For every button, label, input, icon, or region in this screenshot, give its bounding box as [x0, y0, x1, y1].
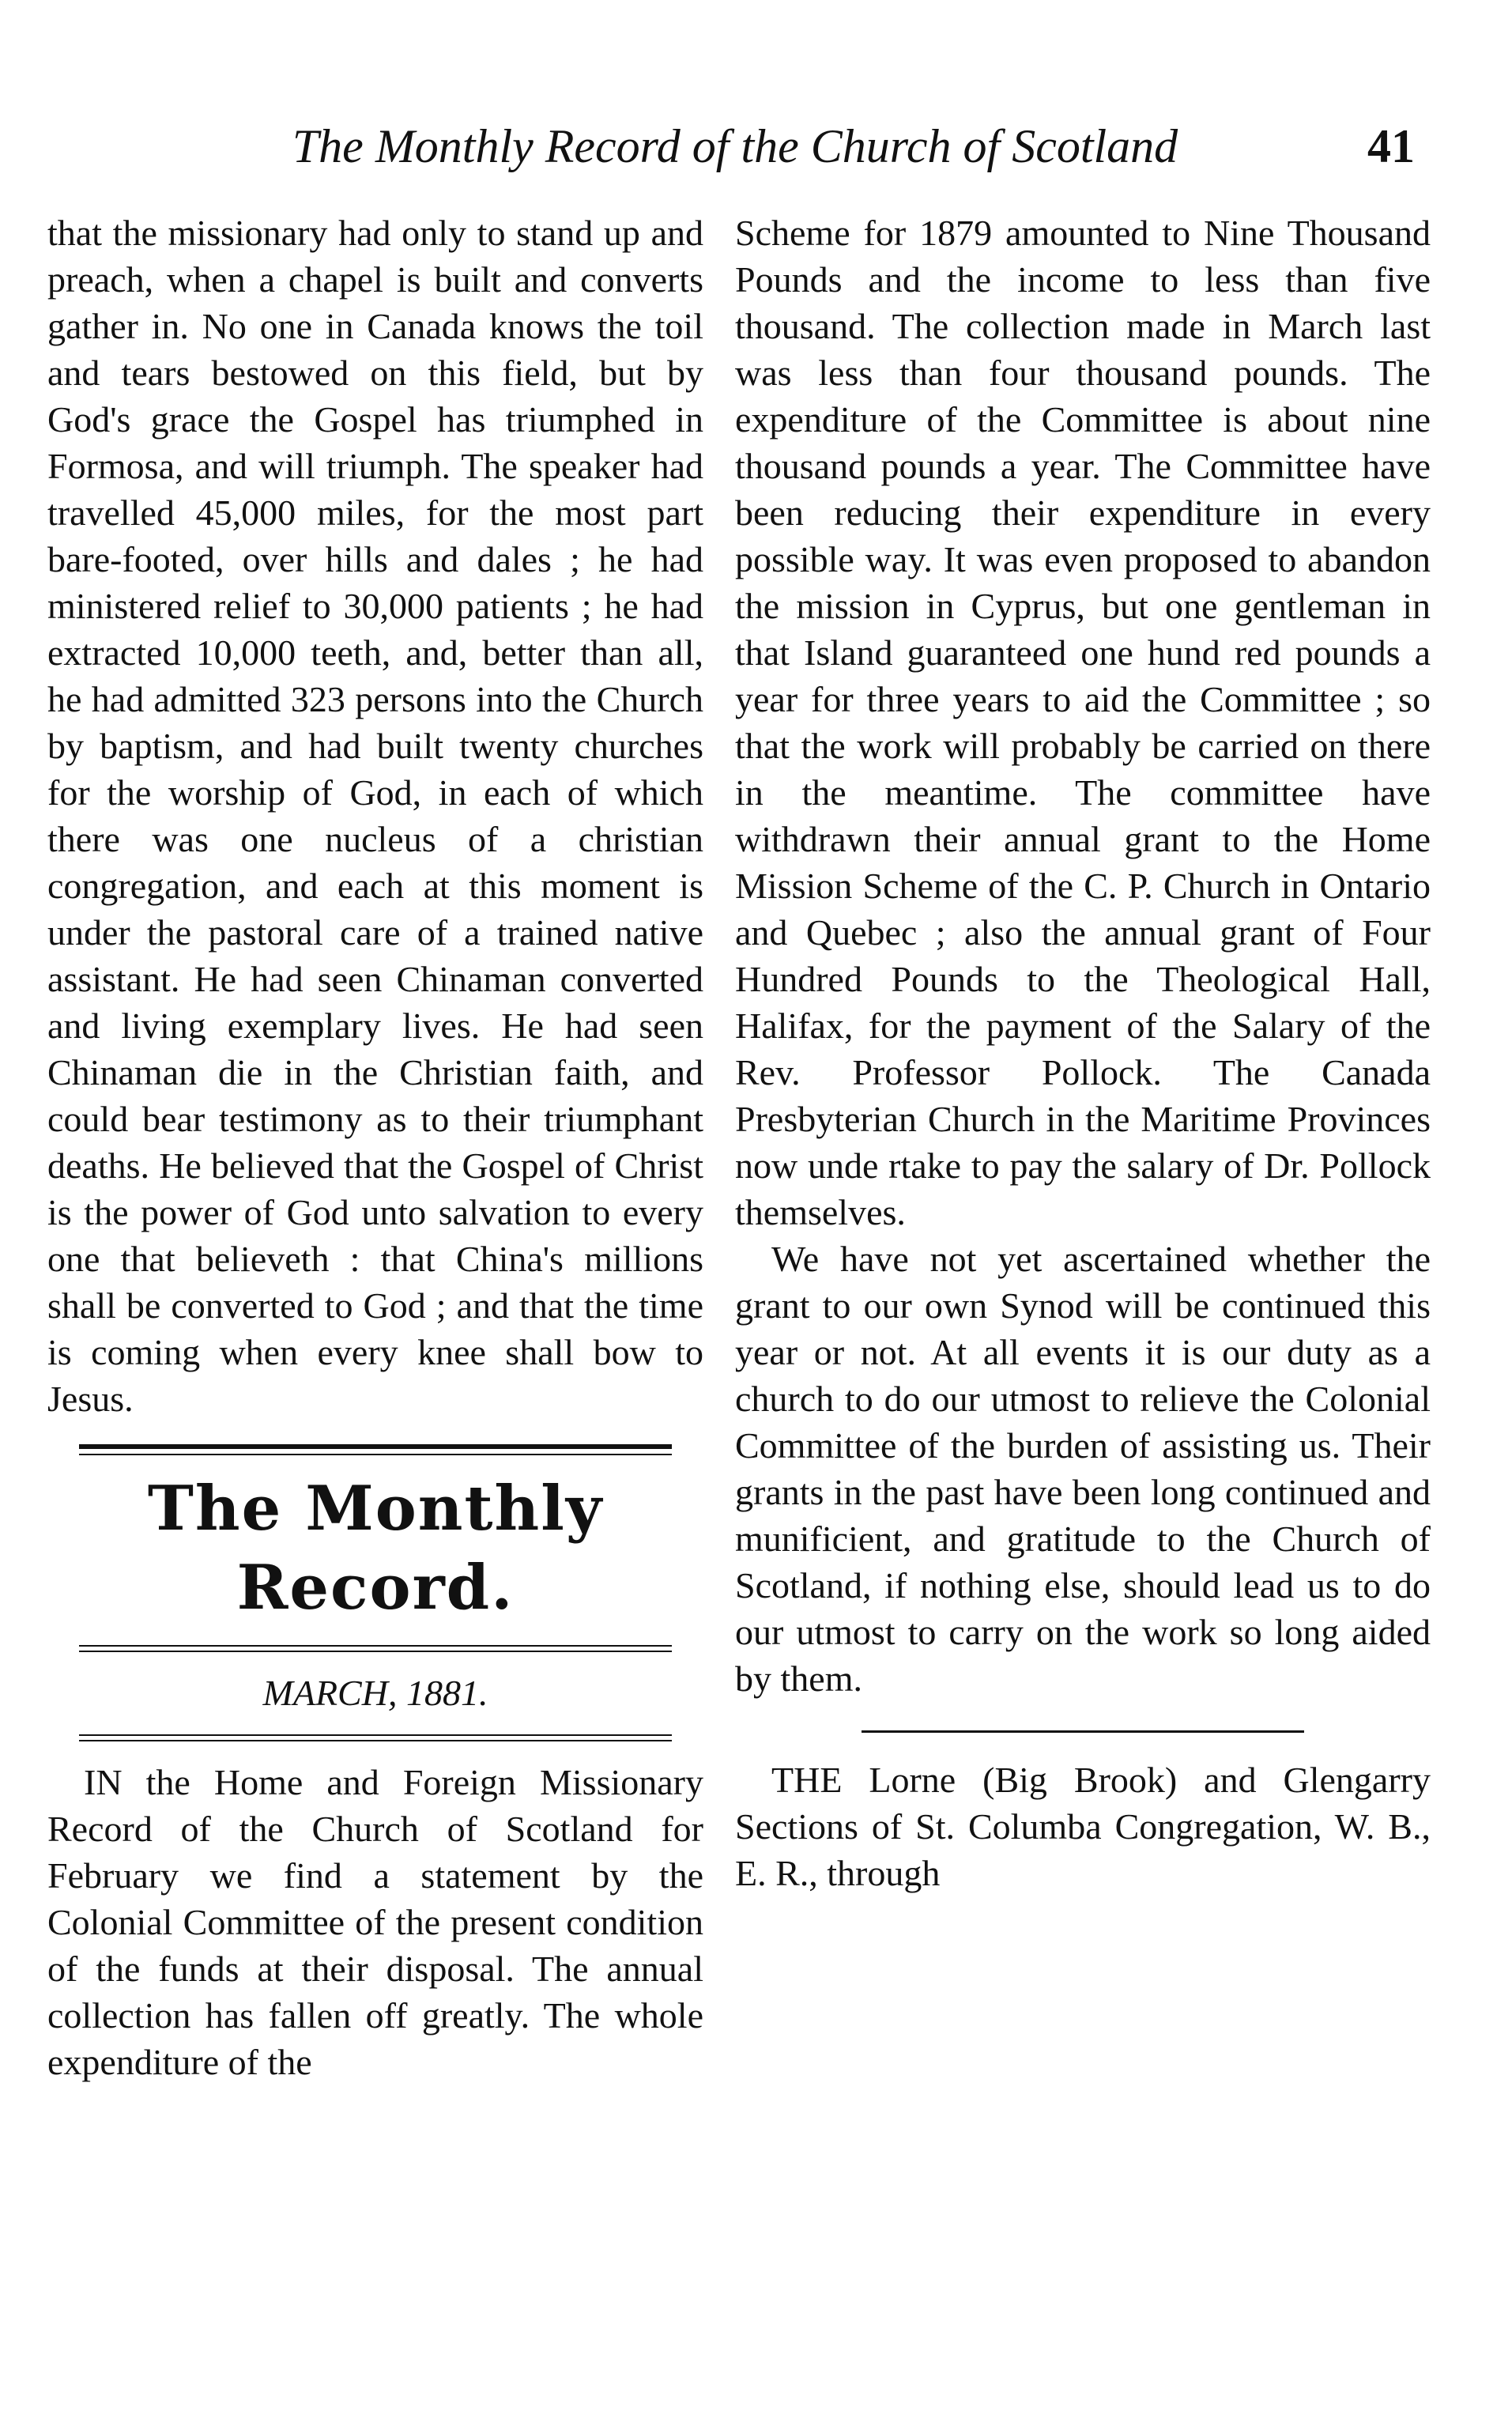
right-column [735, 209, 1431, 1896]
continued-paragraph: that the missionary had only to stand up and preach, when a chapel is built and converts gather in. No one in Canada knows the toil and tears bestowed on this field, but by God's grace the Gospel has triumphed in Formosa, and will triumph. The speaker had travelled 45,000 miles, for the most part bare-footed, over hills and dales ; he had ministered relief to 30,000 patients ; he had extracted 10,000 teeth, and, better than all, he had admitted 323 persons into the Church by baptism, and had built twenty churches for the worship of God, in each of which there was one nucleus of a christian congregation, and each at this moment is under the pastoral care of a trained native assistant. He had seen Chinaman converted and living exemplary lives. He had seen Chinaman die in the Christian faith, and could bear testimony as to their triumphant deaths. He believed that the Gospel of Christ is the power of God unto salvation to every one that believeth : that China's millions shall be converted to God ; and that the time is coming when every knee shall bow to Jesus. [47, 213, 703, 1419]
article-opening-paragraph: IN the Home and Foreign Missionary Record of the Church of Scotland for February we find a statement by the Colonial Committee of the present condition of the funds at their disposal. The annual collection has fallen off greatly. The whole expenditure of the [47, 1762, 703, 2082]
page-header [47, 119, 1462, 182]
double-rule-middle [79, 1645, 672, 1652]
article-paragraph-1: Scheme for 1879 amounted to Nine Thousand Pounds and the income to less than five thousand. The collection made in March last was less than four thousand pounds. The expenditure of the Committee is about nine thousand pounds a year. The Committee have been reducing their expenditure in every possible way. It was even proposed to abandon the mission in Cyprus, but one gentleman in that Island guaranteed one hund red pounds a year for three years to aid the Committee ; so that the work will probably be carried on there in the meantime. The committee have withdrawn their annual grant to the Home Mission Scheme of the C. P. Church in Ontario and Quebec ; also the annual grant of Four Hundred Pounds to the Theological Hall, Halifax, for the payment of the Salary of the Rev. Professor Pollock. The Canada Presbyterian Church in the Maritime Provinces now unde rtake to pay the salary of Dr. Pollock themselves. [735, 213, 1431, 1232]
masthead-title: The Monthly Record. [147, 1473, 604, 1624]
left-column [47, 209, 703, 2085]
double-rule-top [79, 1444, 672, 1455]
double-rule-bottom [79, 1734, 672, 1741]
dateline: MARCH, 1881. [262, 1673, 488, 1713]
article-paragraph-2: We have not yet ascertained whether the grant to our own Synod will be continued this year or not. At all events it is our duty as a church to do our utmost to relieve the Colonial Committee of the burden of assisting us. Their grants in the past have been long continued and munificient, and gratitude to the Church of Scotland, if nothing else, should lead us to do our utmost to carry on the work so long aided by them. [735, 1239, 1431, 1699]
section-divider [862, 1730, 1304, 1733]
page-number: 41 [1367, 120, 1415, 172]
running-title: The Monthly Record of the Church of Scotland [292, 120, 1178, 172]
news-paragraph: THE Lorne (Big Brook) and Glengarry Sections of St. Columba Congregation, W. B., E. R., through [735, 1760, 1431, 1893]
